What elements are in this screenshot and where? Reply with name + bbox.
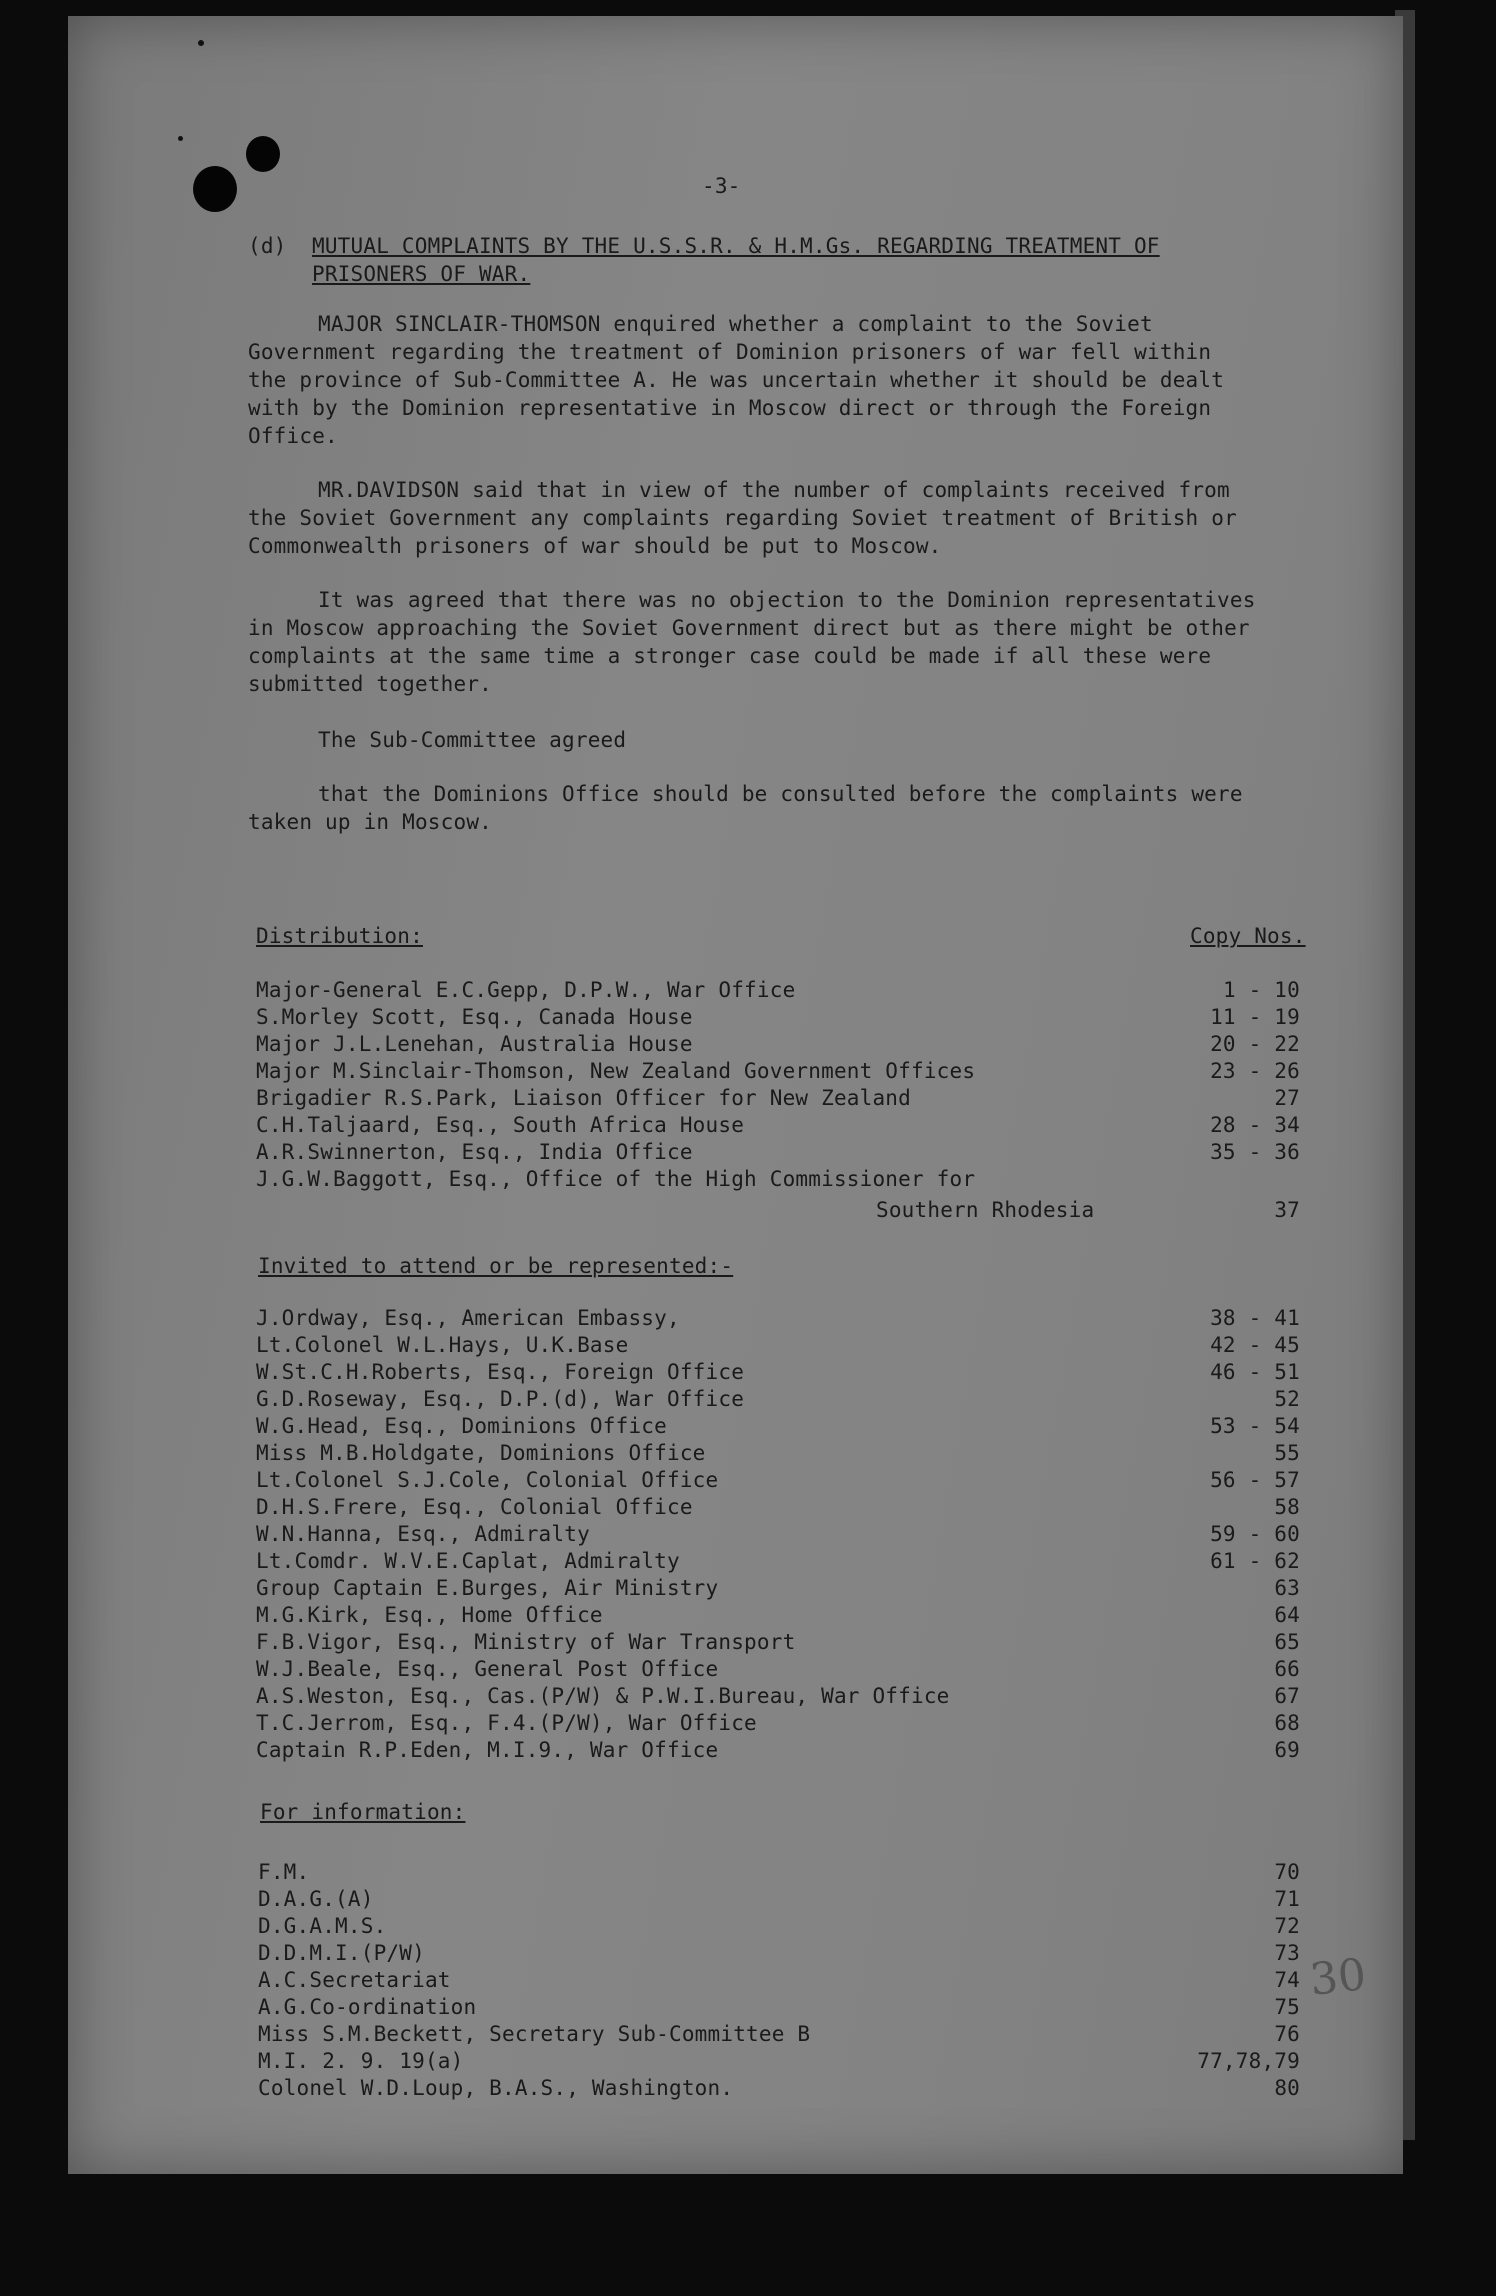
distribution-name: J.G.W.Baggott, Esq., Office of the High Commissioner for xyxy=(256,1167,976,1191)
invited-copy: 69 xyxy=(1274,1738,1300,1762)
invited-heading: Invited to attend or be represented:- xyxy=(258,1254,734,1278)
invited-copy: 46 - 51 xyxy=(1210,1360,1300,1384)
invited-name: G.D.Roseway, Esq., D.P.(d), War Office xyxy=(256,1387,745,1411)
paragraph-line: Government regarding the treatment of Dominion prisoners of war fell within xyxy=(248,340,1212,364)
information-name: D.A.G.(A) xyxy=(258,1887,374,1911)
invited-copy: 66 xyxy=(1274,1657,1300,1681)
invited-copy: 67 xyxy=(1274,1684,1300,1708)
invited-name: W.J.Beale, Esq., General Post Office xyxy=(256,1657,719,1681)
paragraph-line: MAJOR SINCLAIR-THOMSON enquired whether a complaint to the Soviet xyxy=(318,312,1153,336)
distribution-name: Major-General E.C.Gepp, D.P.W., War Office xyxy=(256,978,796,1002)
invited-name: Lt.Colonel S.J.Cole, Colonial Office xyxy=(256,1468,719,1492)
information-name: D.D.M.I.(P/W) xyxy=(258,1941,425,1965)
invited-name: D.H.S.Frere, Esq., Colonial Office xyxy=(256,1495,693,1519)
invited-copy: 42 - 45 xyxy=(1210,1333,1300,1357)
information-copy: 70 xyxy=(1274,1860,1300,1884)
paragraph-line: with by the Dominion representative in Moscow direct or through the Foreign xyxy=(248,396,1212,420)
margin-note: 30 xyxy=(1307,1949,1369,2006)
information-heading: For information: xyxy=(260,1800,466,1824)
invited-copy: 64 xyxy=(1274,1603,1300,1627)
copy-nos-heading: Copy Nos. xyxy=(1190,924,1306,948)
paragraph-line: The Sub-Committee agreed xyxy=(318,728,627,752)
paragraph-line: the province of Sub-Committee A. He was uncertain whether it should be dealt xyxy=(248,368,1225,392)
information-copy: 72 xyxy=(1274,1914,1300,1938)
section-label: (d) xyxy=(248,234,287,258)
invited-name: Lt.Colonel W.L.Hays, U.K.Base xyxy=(256,1333,629,1357)
invited-copy: 61 - 62 xyxy=(1210,1549,1300,1573)
information-copy: 75 xyxy=(1274,1995,1300,2019)
paragraph-line: It was agreed that there was no objection to the Dominion representatives xyxy=(318,588,1256,612)
speck xyxy=(178,136,183,141)
paragraph-line: MR.DAVIDSON said that in view of the number of complaints received from xyxy=(318,478,1230,502)
paragraph-line: in Moscow approaching the Soviet Government direct but as there might be other xyxy=(248,616,1250,640)
invited-name: Miss M.B.Holdgate, Dominions Office xyxy=(256,1441,706,1465)
information-name: A.C.Secretariat xyxy=(258,1968,451,1992)
paragraph-line: Commonwealth prisoners of war should be put to Moscow. xyxy=(248,534,942,558)
invited-name: W.N.Hanna, Esq., Admiralty xyxy=(256,1522,590,1546)
information-copy: 76 xyxy=(1274,2022,1300,2046)
information-copy: 77,78,79 xyxy=(1197,2049,1300,2073)
paragraph-line: the Soviet Government any complaints regarding Soviet treatment of British or xyxy=(248,506,1237,530)
invited-name: A.S.Weston, Esq., Cas.(P/W) & P.W.I.Bureau, War Office xyxy=(256,1684,950,1708)
paragraph-line: that the Dominions Office should be consulted before the complaints were xyxy=(318,782,1243,806)
invited-copy: 56 - 57 xyxy=(1210,1468,1300,1492)
invited-name: Lt.Comdr. W.V.E.Caplat, Admiralty xyxy=(256,1549,680,1573)
invited-name: F.B.Vigor, Esq., Ministry of War Transport xyxy=(256,1630,796,1654)
paragraph-line: submitted together. xyxy=(248,672,493,696)
information-copy: 74 xyxy=(1274,1968,1300,1992)
invited-name: Group Captain E.Burges, Air Ministry xyxy=(256,1576,719,1600)
invited-copy: 53 - 54 xyxy=(1210,1414,1300,1438)
information-name: F.M. xyxy=(258,1860,310,1884)
paragraph-line: Office. xyxy=(248,424,338,448)
distribution-copy: 20 - 22 xyxy=(1210,1032,1300,1056)
invited-copy: 38 - 41 xyxy=(1210,1306,1300,1330)
section-title-line2: PRISONERS OF WAR. xyxy=(312,262,531,286)
information-copy: 80 xyxy=(1274,2076,1300,2100)
information-name: Colonel W.D.Loup, B.A.S., Washington. xyxy=(258,2076,734,2100)
paragraph-line: complaints at the same time a stronger case could be made if all these were xyxy=(248,644,1212,668)
distribution-copy: 35 - 36 xyxy=(1210,1140,1300,1164)
invited-copy: 52 xyxy=(1274,1387,1300,1411)
information-name: M.I. 2. 9. 19(a) xyxy=(258,2049,464,2073)
distribution-name: Major M.Sinclair-Thomson, New Zealand Government Offices xyxy=(256,1059,976,1083)
information-copy: 73 xyxy=(1274,1941,1300,1965)
information-name: D.G.A.M.S. xyxy=(258,1914,387,1938)
section-title-line1: MUTUAL COMPLAINTS BY THE U.S.S.R. & H.M.Gs. REGARDING TREATMENT OF xyxy=(312,234,1160,258)
distribution-name: Southern Rhodesia xyxy=(876,1198,1095,1222)
page-number: -3- xyxy=(702,174,741,198)
distribution-name: S.Morley Scott, Esq., Canada House xyxy=(256,1005,693,1029)
invited-name: W.G.Head, Esq., Dominions Office xyxy=(256,1414,667,1438)
distribution-copy: 23 - 26 xyxy=(1210,1059,1300,1083)
invited-copy: 65 xyxy=(1274,1630,1300,1654)
invited-name: W.St.C.H.Roberts, Esq., Foreign Office xyxy=(256,1360,745,1384)
distribution-copy: 37 xyxy=(1274,1198,1300,1222)
information-copy: 71 xyxy=(1274,1887,1300,1911)
paragraph-line: taken up in Moscow. xyxy=(248,810,493,834)
distribution-copy: 11 - 19 xyxy=(1210,1005,1300,1029)
distribution-name: A.R.Swinnerton, Esq., India Office xyxy=(256,1140,693,1164)
invited-name: T.C.Jerrom, Esq., F.4.(P/W), War Office xyxy=(256,1711,757,1735)
invited-copy: 59 - 60 xyxy=(1210,1522,1300,1546)
distribution-copy: 27 xyxy=(1274,1086,1300,1110)
invited-copy: 58 xyxy=(1274,1495,1300,1519)
information-name: Miss S.M.Beckett, Secretary Sub-Committee B xyxy=(258,2022,811,2046)
distribution-copy: 28 - 34 xyxy=(1210,1113,1300,1137)
invited-copy: 63 xyxy=(1274,1576,1300,1600)
distribution-name: Brigadier R.S.Park, Liaison Officer for New Zealand xyxy=(256,1086,911,1110)
invited-name: Captain R.P.Eden, M.I.9., War Office xyxy=(256,1738,719,1762)
invited-copy: 68 xyxy=(1274,1711,1300,1735)
distribution-name: Major J.L.Lenehan, Australia House xyxy=(256,1032,693,1056)
invited-copy: 55 xyxy=(1274,1441,1300,1465)
invited-name: J.Ordway, Esq., American Embassy, xyxy=(256,1306,680,1330)
distribution-copy: 1 - 10 xyxy=(1222,978,1300,1002)
speck xyxy=(198,40,204,46)
distribution-heading: Distribution: xyxy=(256,924,423,948)
invited-name: M.G.Kirk, Esq., Home Office xyxy=(256,1603,603,1627)
distribution-name: C.H.Taljaard, Esq., South Africa House xyxy=(256,1113,745,1137)
punch-hole xyxy=(246,136,280,172)
information-name: A.G.Co-ordination xyxy=(258,1995,477,2019)
punch-hole xyxy=(193,166,237,212)
